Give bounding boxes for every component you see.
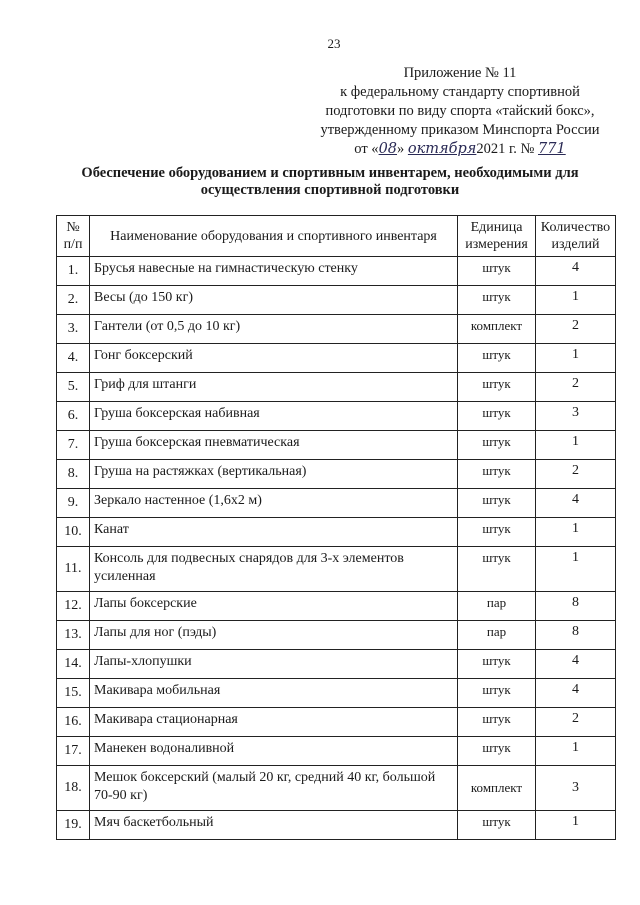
table-row <box>57 431 616 460</box>
date-prefix: от « <box>354 141 379 157</box>
table-row <box>57 650 616 679</box>
row-unit: штук <box>458 679 536 708</box>
row-qty: 1 <box>536 547 616 592</box>
row-unit: штук <box>458 373 536 402</box>
row-unit: штук <box>458 708 536 737</box>
header-name: Наименование оборудования и спортивного инвентаря <box>90 216 458 257</box>
row-num: 6. <box>57 402 90 431</box>
row-num: 17. <box>57 737 90 766</box>
table-row <box>57 708 616 737</box>
row-num: 3. <box>57 315 90 344</box>
row-qty: 3 <box>536 766 616 811</box>
row-unit: комплект <box>458 315 536 344</box>
appendix-line-3: подготовки по виду спорта «тайский бокс», <box>325 103 595 119</box>
document-title: Обеспечение оборудованием и спортивным инвентарем, необходимыми для осуществления спортивной подготовки <box>81 165 579 198</box>
row-num: 4. <box>57 344 90 373</box>
row-unit: штук <box>458 650 536 679</box>
row-num: 16. <box>57 708 90 737</box>
row-num: 12. <box>57 592 90 621</box>
row-unit: комплект <box>458 766 536 811</box>
row-name: Лапы боксерские <box>90 592 458 621</box>
row-num: 5. <box>57 373 90 402</box>
row-qty: 2 <box>536 315 616 344</box>
row-unit: штук <box>458 518 536 547</box>
row-qty: 2 <box>536 460 616 489</box>
table-row <box>57 811 616 840</box>
row-qty: 8 <box>536 592 616 621</box>
handwritten-month: октября <box>407 141 477 157</box>
row-qty: 4 <box>536 257 616 286</box>
row-name: Брусья навесные на гимнастическую стенку <box>90 257 458 286</box>
table-row <box>57 344 616 373</box>
row-qty: 1 <box>536 431 616 460</box>
row-unit: штук <box>458 286 536 315</box>
header-unit: Единица измерения <box>458 216 536 257</box>
table-row <box>57 518 616 547</box>
table-row <box>57 402 616 431</box>
row-unit: штук <box>458 811 536 840</box>
row-name: Зеркало настенное (1,6х2 м) <box>90 489 458 518</box>
table-header-row <box>57 216 616 257</box>
order-date-line <box>300 140 620 159</box>
date-mid: » <box>397 141 408 157</box>
row-unit: штук <box>458 431 536 460</box>
table-row <box>57 679 616 708</box>
table-row <box>57 766 616 811</box>
row-unit: штук <box>458 402 536 431</box>
row-num: 9. <box>57 489 90 518</box>
row-name: Лапы для ног (пэды) <box>90 621 458 650</box>
table-row <box>57 547 616 592</box>
row-unit: штук <box>458 489 536 518</box>
handwritten-order-number: 771 <box>538 141 566 157</box>
row-qty: 4 <box>536 679 616 708</box>
row-unit: штук <box>458 547 536 592</box>
row-name: Груша боксерская пневматическая <box>90 431 458 460</box>
header-num: № п/п <box>57 216 90 257</box>
row-name: Мяч баскетбольный <box>90 811 458 840</box>
row-qty: 1 <box>536 811 616 840</box>
row-unit: штук <box>458 737 536 766</box>
row-num: 11. <box>57 547 90 592</box>
row-qty: 2 <box>536 708 616 737</box>
table-row <box>57 257 616 286</box>
row-unit: штук <box>458 344 536 373</box>
row-unit: пар <box>458 621 536 650</box>
row-num: 13. <box>57 621 90 650</box>
row-name: Канат <box>90 518 458 547</box>
equipment-table <box>56 215 616 840</box>
page-number: 23 <box>327 36 341 51</box>
row-num: 10. <box>57 518 90 547</box>
row-name: Лапы-хлопушки <box>90 650 458 679</box>
row-qty: 4 <box>536 489 616 518</box>
row-qty: 4 <box>536 650 616 679</box>
row-unit: штук <box>458 257 536 286</box>
table-row <box>57 315 616 344</box>
row-num: 7. <box>57 431 90 460</box>
row-num: 15. <box>57 679 90 708</box>
table-row <box>57 489 616 518</box>
row-qty: 1 <box>536 518 616 547</box>
row-qty: 1 <box>536 737 616 766</box>
row-name: Макивара мобильная <box>90 679 458 708</box>
handwritten-day: 08 <box>378 141 398 157</box>
row-name: Макивара стационарная <box>90 708 458 737</box>
row-name: Манекен водоналивной <box>90 737 458 766</box>
row-name: Гонг боксерский <box>90 344 458 373</box>
row-unit: пар <box>458 592 536 621</box>
table-row <box>57 592 616 621</box>
row-name: Груша боксерская набивная <box>90 402 458 431</box>
table-row <box>57 621 616 650</box>
row-num: 1. <box>57 257 90 286</box>
row-qty: 1 <box>536 286 616 315</box>
row-num: 8. <box>57 460 90 489</box>
table-row <box>57 373 616 402</box>
row-name: Консоль для подвесных снарядов для 3-х элементов усиленная <box>90 547 458 592</box>
table-row <box>57 460 616 489</box>
row-unit: штук <box>458 460 536 489</box>
table-row <box>57 737 616 766</box>
row-num: 18. <box>57 766 90 811</box>
row-name: Мешок боксерский (малый 20 кг, средний 40 кг, большой 70-90 кг) <box>90 766 458 811</box>
row-name: Гантели (от 0,5 до 10 кг) <box>90 315 458 344</box>
appendix-line-1: Приложение № 11 <box>403 65 517 81</box>
date-year: 2021 г. № <box>476 141 535 157</box>
table-row <box>57 286 616 315</box>
row-qty: 1 <box>536 344 616 373</box>
row-name: Гриф для штанги <box>90 373 458 402</box>
row-qty: 8 <box>536 621 616 650</box>
row-num: 2. <box>57 286 90 315</box>
row-qty: 2 <box>536 373 616 402</box>
appendix-line-4: утвержденному приказом Минспорта России <box>320 122 600 138</box>
row-qty: 3 <box>536 402 616 431</box>
row-num: 19. <box>57 811 90 840</box>
appendix-header <box>300 64 620 159</box>
appendix-line-2: к федеральному стандарту спортивной <box>340 84 580 100</box>
row-name: Весы (до 150 кг) <box>90 286 458 315</box>
row-name: Груша на растяжках (вертикальная) <box>90 460 458 489</box>
row-num: 14. <box>57 650 90 679</box>
header-qty: Количество изделий <box>536 216 616 257</box>
